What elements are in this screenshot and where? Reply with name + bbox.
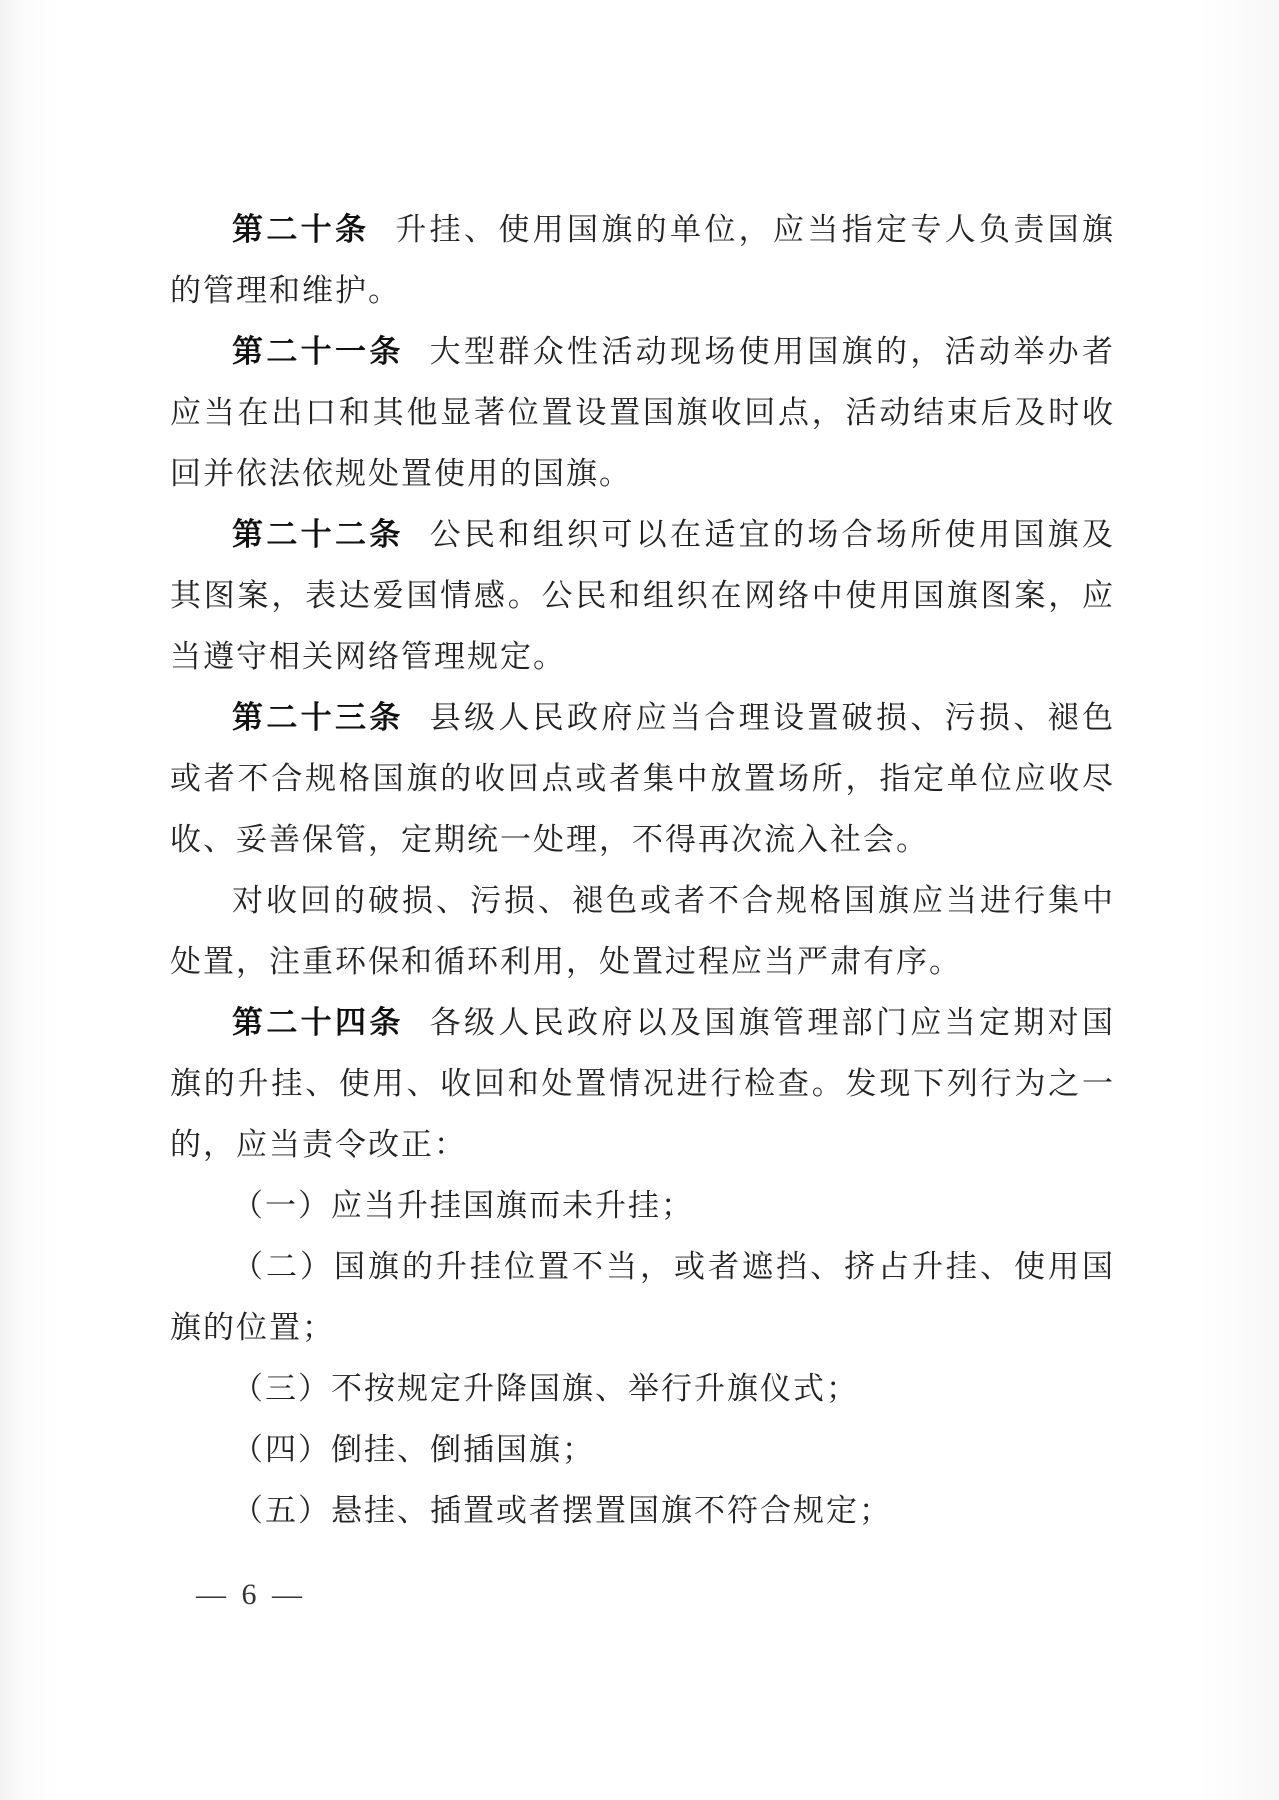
article-text: 公民和组织可以在适宜的场合场所使用国旗及其图案，表达爱国情感。公民和组织在网络中使用国旗图案，应当遵守相关网络管理规定。	[170, 517, 1116, 675]
article-heading: 第二十四条	[232, 1005, 404, 1041]
article-heading: 第二十三条	[232, 700, 404, 736]
list-item: （一）应当升挂国旗而未升挂；	[232, 1188, 694, 1224]
article-20	[170, 200, 1115, 322]
article-23-paragraph-2: 对收回的破损、污损、褪色或者不合规格国旗应当进行集中处置，注重环保和循环利用，处置过程应当严肃有序。	[170, 883, 1115, 980]
document-body	[170, 200, 1115, 1542]
article-22	[170, 505, 1115, 688]
article-24	[170, 993, 1115, 1176]
list-item: （三）不按规定升降国旗、举行升旗仪式；	[232, 1371, 859, 1407]
list-item: （四）倒挂、倒插国旗；	[232, 1432, 595, 1468]
article-text: 大型群众性活动现场使用国旗的，活动举办者应当在出口和其他显著位置设置国旗收回点，活动结束后及时收回并依法依规处置使用的国旗。	[170, 334, 1116, 492]
article-heading: 第二十条	[232, 212, 370, 248]
list-item: （二）国旗的升挂位置不当，或者遮挡、挤占升挂、使用国旗的位置；	[170, 1249, 1115, 1346]
list-item: （五）悬挂、插置或者摆置国旗不符合规定；	[232, 1493, 892, 1529]
article-21	[170, 322, 1115, 505]
article-23	[170, 688, 1115, 871]
article-heading: 第二十二条	[232, 517, 404, 553]
article-text: 升挂、使用国旗的单位，应当指定专人负责国旗的管理和维护。	[170, 212, 1116, 309]
page-number: — 6 —	[196, 1578, 306, 1611]
article-text: 各级人民政府以及国旗管理部门应当定期对国旗的升挂、使用、收回和处置情况进行检查。发现下列行为之一的，应当责令改正：	[170, 1005, 1116, 1163]
article-text: 县级人民政府应当合理设置破损、污损、褪色或者不合规格国旗的收回点或者集中放置场所，指定单位应收尽收、妥善保管，定期统一处理，不得再次流入社会。	[170, 700, 1116, 858]
article-heading: 第二十一条	[232, 334, 404, 370]
